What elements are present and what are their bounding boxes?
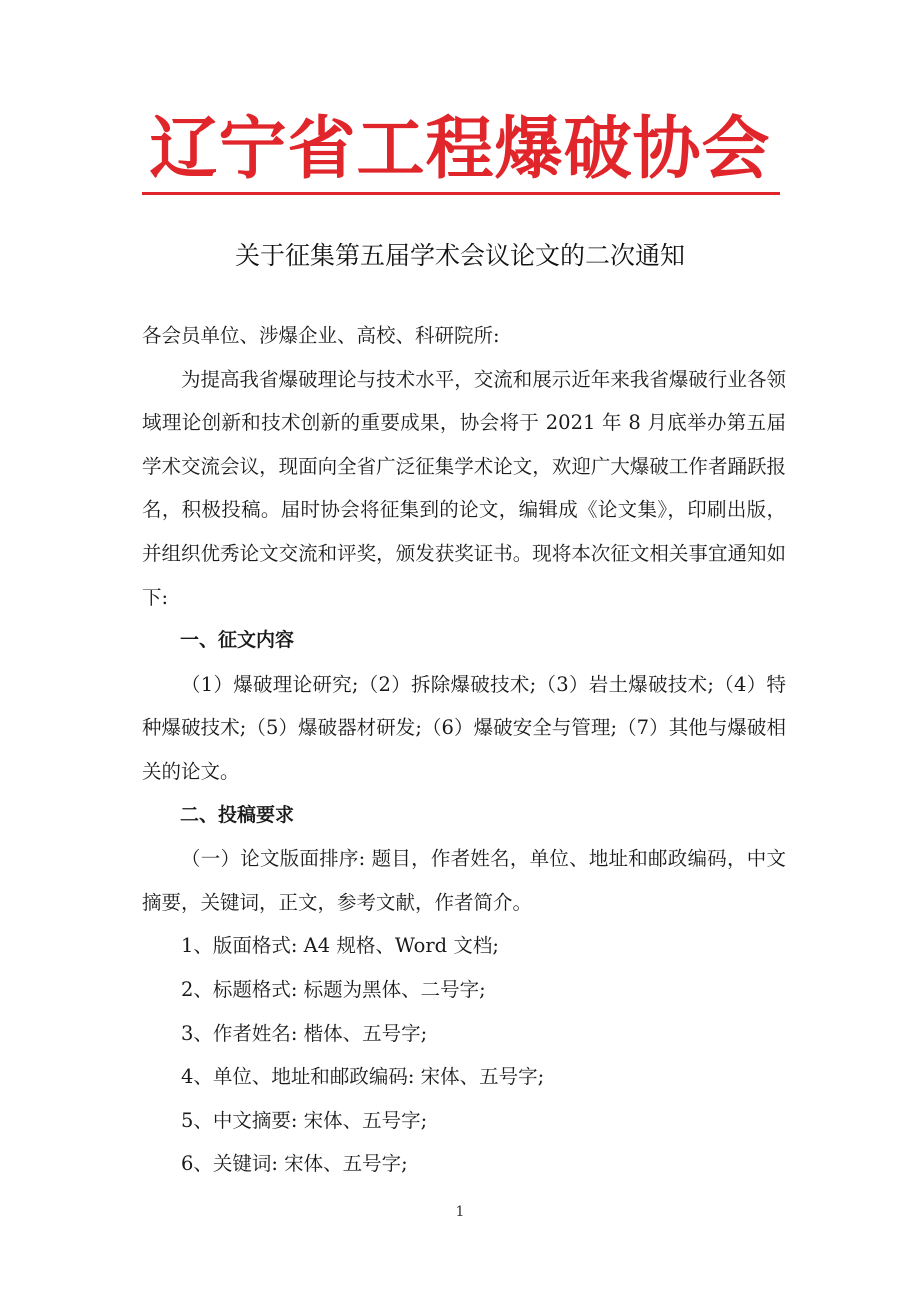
- letterhead-org-name: 辽宁省工程爆破协会: [149, 110, 771, 189]
- requirement-item: 3、作者姓名: 楷体、五号字;: [181, 1021, 428, 1045]
- section-heading-content: 一、征文内容: [180, 629, 295, 652]
- requirement-item: 1、版面格式: A4 规格、Word 文档;: [181, 934, 499, 958]
- document-title: 关于征集第五届学术会议论文的二次通知: [234, 241, 685, 270]
- requirement-item: 4、单位、地址和邮政编码: 宋体、五号字;: [181, 1065, 545, 1089]
- requirement-item: 2、标题格式: 标题为黑体、二号字;: [181, 977, 486, 1001]
- requirement-item: 6、关键词: 宋体、五号字;: [181, 1152, 408, 1176]
- requirements-subsection: （一）论文版面排序: 题目，作者姓名，单位、地址和邮政编码，中文摘要，关键词，正文，参考文献，作者简介。: [142, 847, 786, 914]
- letterhead-red-rule: [142, 192, 780, 195]
- page-number: 1: [455, 1204, 465, 1220]
- requirement-item: 5、中文摘要: 宋体、五号字;: [181, 1108, 428, 1132]
- document-body: [142, 314, 786, 1186]
- section-heading-requirements: 二、投稿要求: [180, 803, 295, 826]
- salutation: 各会员单位、涉爆企业、高校、科研院所:: [142, 324, 500, 347]
- intro-paragraph: 为提高我省爆破理论与技术水平，交流和展示近年来我省爆破行业各领域理论创新和技术创新的重要成果，协会将于 2021 年 8 月底举办第五届学术交流会议，现面向全省广泛征集学术论文，欢迎广大爆破工作者踊跃报名，积极投稿。届时协会将征集到的论文，编辑成《论文集》，印刷出版，并组织优秀论文交流和评奖，颁发获奖证书。现将本次征文相关事宜通知如下:: [142, 367, 786, 609]
- section-content-paragraph: （1）爆破理论研究;（2）拆除爆破技术;（3）岩土爆破技术;（4）特种爆破技术;（5）爆破器材研发;（6）爆破安全与管理;（7）其他与爆破相关的论文。: [142, 672, 786, 783]
